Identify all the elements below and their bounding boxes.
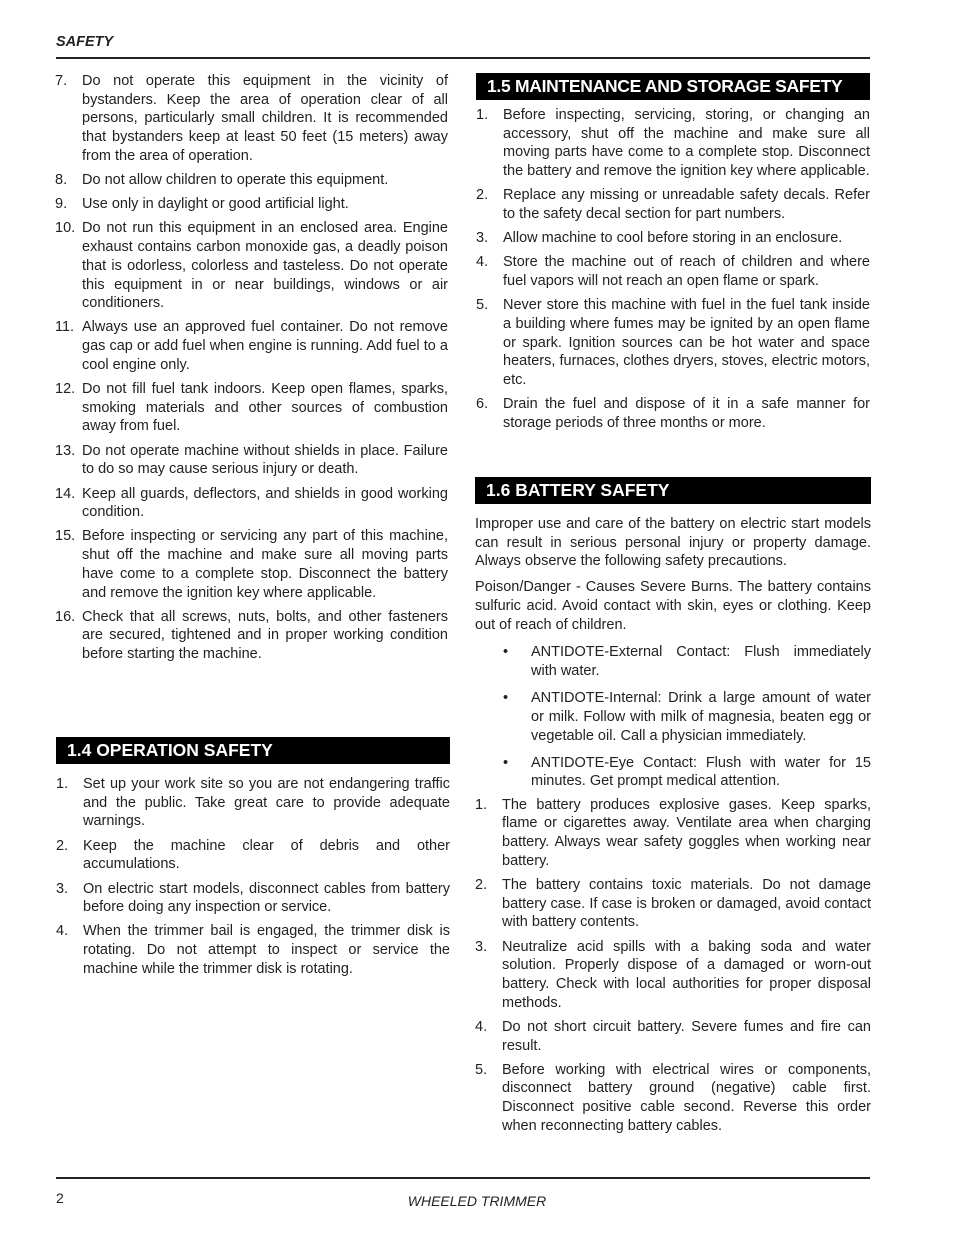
list-item (475, 876, 871, 932)
item-text: Store the machine out of reach of children and where fuel vapors will not reach an open flame or spark. (503, 254, 870, 290)
bullet-item (475, 754, 871, 791)
item-text: On electric start models, disconnect cables from battery before doing any inspection or service. (83, 880, 450, 916)
list-item (56, 922, 450, 978)
item-text: Never store this machine with fuel in the fuel tank inside a building where fumes may be ignited by an open flame or spark. Ignition sources can be hot water and space heaters, furnaces, clothes dryers, stoves, electric motors, etc. (503, 297, 870, 389)
running-header-title: SAFETY (56, 34, 114, 50)
list-item (475, 1018, 871, 1055)
item-number: 6. (476, 396, 489, 413)
list-item (55, 442, 448, 479)
bullet-item (475, 689, 871, 745)
item-text: Before inspecting, servicing, storing, or changing an accessory, shut off the machine and make sure all moving parts have come to a complete stop. Disconnect the battery and remove the ignition key where applicable. (503, 107, 870, 180)
list-item (476, 253, 870, 290)
header-rule (56, 57, 870, 59)
item-text: The battery produces explosive gases. Keep sparks, flame or cigarettes away. Ventilate area when charging battery. Always wear safety goggles when working near battery. (502, 796, 871, 869)
battery-safety-list (475, 796, 871, 1136)
battery-poison-paragraph: Poison/Danger - Causes Severe Burns. The battery contains sulfuric acid. Avoid contact with skin, eyes or clothing. Keep out of reach of children. (475, 579, 871, 633)
item-number: 5. (475, 1061, 488, 1078)
antidote-bullet-list (475, 643, 871, 791)
item-number: 1. (475, 796, 488, 813)
item-text: ANTIDOTE-Eye Contact: Flush with water for 15 minutes. Get prompt medical attention. (531, 754, 871, 790)
item-text: Use only in daylight or good artificial light. (82, 196, 349, 213)
battery-intro-paragraph: Improper use and care of the battery on electric start models can result in serious personal injury or property damage. Always observe the following safety precautions. (475, 516, 871, 570)
list-item (56, 880, 450, 917)
list-item (56, 837, 450, 874)
item-text: Set up your work site so you are not endangering traffic and the public. Take great care to provide adequate warnings. (83, 776, 450, 830)
list-item (476, 395, 870, 432)
list-item (55, 195, 448, 214)
item-number: 1. (56, 776, 69, 792)
item-text: Replace any missing or unreadable safety decals. Refer to the safety decal section for part numbers. (503, 187, 870, 223)
operation-safety-list (56, 775, 450, 979)
item-text: Before inspecting or servicing any part of this machine, shut off the machine and make sure all moving parts have come to a complete stop. Disconnect the battery and remove the ignition key where applicable. (82, 528, 448, 601)
item-number: 12. (55, 381, 76, 398)
item-number: 3. (475, 938, 488, 955)
bullet-item (475, 643, 871, 680)
list-item (475, 1061, 871, 1136)
item-number: 3. (476, 230, 489, 247)
item-number: 9. (55, 196, 68, 213)
item-text: Do not operate machine without shields in place. Failure to do so may cause serious injury or death. (82, 442, 448, 478)
bullet-marker: • (503, 754, 509, 771)
item-number: 5. (476, 297, 489, 314)
bullet-marker: • (503, 690, 509, 707)
section-heading-battery-safety: 1.6 BATTERY SAFETY (475, 477, 871, 504)
list-item (55, 318, 448, 374)
item-text: Do not run this equipment in an enclosed area. Engine exhaust contains carbon monoxide gas, a deadly poison that is odorless, colorless and tasteless. Do not operate this equipment in or near buildings, windows or air conditioners. (82, 220, 448, 312)
section-1-6 (475, 477, 871, 1141)
section-heading-maintenance-storage-safety: 1.5 MAINTENANCE AND STORAGE SAFETY (476, 73, 870, 100)
list-item (475, 796, 871, 871)
footer-rule (56, 1177, 870, 1179)
safety-rules-list (55, 72, 448, 664)
item-number: 8. (55, 172, 68, 189)
item-text: Neutralize acid spills with a baking soda and water solution. Properly dispose of a damaged or worn-out battery. Check with local authorities for proper disposal methods. (502, 938, 871, 1011)
item-number: 10. (55, 220, 76, 237)
item-text: Keep the machine clear of debris and other accumulations. (83, 837, 450, 873)
item-number: 2. (475, 876, 488, 893)
section-1-4 (56, 737, 450, 984)
item-text: Keep all guards, deflectors, and shields in good working condition. (82, 485, 448, 521)
section-heading-operation-safety: 1.4 OPERATION SAFETY (56, 737, 450, 764)
item-text: Always use an approved fuel container. Do not remove gas cap or add fuel when engine is running. Add fuel to a cool engine only. (82, 319, 448, 373)
item-number: 2. (56, 837, 69, 854)
item-text: ANTIDOTE-Internal: Drink a large amount of water or milk. Follow with milk of magnesia, beaten egg or vegetable oil. Call a physician immediately. (531, 690, 871, 744)
item-number: 11. (55, 319, 75, 336)
section-1-5 (476, 73, 870, 438)
item-text: Check that all screws, nuts, bolts, and other fasteners are secured, tightened and in proper working condition before starting the machine. (82, 608, 448, 663)
item-number: 7. (55, 73, 68, 89)
item-number: 16. (55, 608, 76, 625)
item-number: 2. (476, 187, 489, 204)
maintenance-safety-list (476, 106, 870, 433)
list-item (476, 106, 870, 181)
item-text: Before working with electrical wires or components, disconnect battery ground (negative) cable first. Disconnect positive cable second. Reverse this order when reconnecting battery cables. (502, 1061, 871, 1134)
item-text: ANTIDOTE-External Contact: Flush immediately with water. (531, 644, 871, 679)
item-number: 4. (476, 254, 489, 271)
item-text: When the trimmer bail is engaged, the trimmer disk is rotating. Do not attempt to inspect or service the machine while the trimmer disk is rotating. (83, 923, 450, 977)
item-text: Drain the fuel and dispose of it in a safe manner for storage periods of three months or more. (503, 396, 870, 432)
item-number: 13. (55, 442, 76, 459)
footer-title: WHEELED TRIMMER (407, 1193, 547, 1209)
item-number: 4. (56, 923, 69, 940)
list-item (55, 171, 448, 190)
list-item (55, 485, 448, 522)
item-text: Do not allow children to operate this equipment. (82, 172, 389, 189)
list-item (476, 186, 870, 223)
page-number: 2 (56, 1190, 64, 1206)
list-item (55, 527, 448, 602)
list-item (56, 775, 450, 831)
item-text: The battery contains toxic materials. Do not damage battery case. If case is broken or damaged, avoid contact with battery contents. (502, 876, 871, 931)
item-number: 3. (56, 880, 69, 897)
list-item (55, 608, 448, 664)
item-number: 1. (476, 107, 489, 123)
list-item (476, 296, 870, 390)
list-item (55, 219, 448, 313)
item-number: 15. (55, 528, 76, 545)
left-column-list (55, 72, 448, 669)
list-item (55, 380, 448, 436)
item-text: Do not operate this equipment in the vicinity of bystanders. Keep the area of operation clear of all persons, particularly small children. It is recommended that bystanders keep at least 50 feet (15 meters) away from the area of operation. (82, 73, 448, 164)
item-number: 4. (475, 1018, 488, 1035)
item-number: 14. (55, 485, 76, 502)
bullet-marker: • (503, 644, 509, 661)
item-text: Do not fill fuel tank indoors. Keep open flames, sparks, smoking materials and other sources of combustion away from fuel. (82, 381, 448, 435)
list-item (476, 229, 870, 248)
item-text: Allow machine to cool before storing in an enclosure. (503, 230, 843, 247)
list-item (475, 938, 871, 1013)
item-text: Do not short circuit battery. Severe fumes and fire can result. (502, 1018, 871, 1054)
list-item (55, 72, 448, 166)
